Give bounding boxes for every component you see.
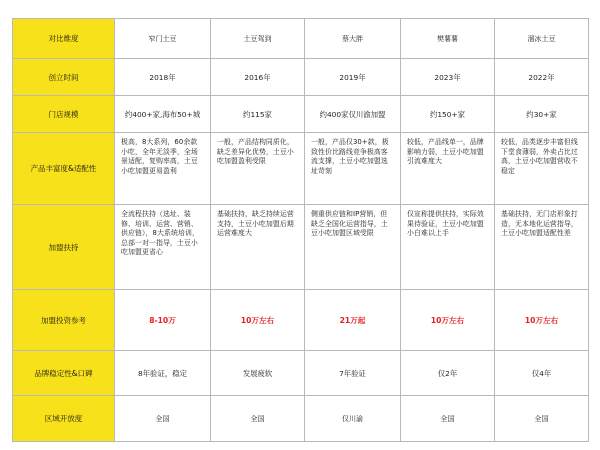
cell-brand-stability-2: 发展疲软 — [211, 351, 305, 396]
row-label-product-range: 产品丰富度&适配性 — [13, 133, 115, 205]
cell-store-scale-4: 约150+家 — [401, 96, 495, 133]
cell-founded-2: 2016年 — [211, 59, 305, 96]
brand-header-5: 溜冰土豆 — [495, 19, 589, 59]
cell-founded-4: 2023年 — [401, 59, 495, 96]
cell-investment-4: 10万左右 — [401, 290, 495, 351]
cell-product-range-3 — [305, 133, 401, 205]
cell-region-4: 全国 — [401, 396, 495, 442]
cell-product-range-2-text: 一般，产品结构同质化，缺乏差异化优势，土豆小吃加盟盈利受限 — [217, 138, 294, 165]
cell-franchise-support-2 — [211, 205, 305, 290]
cell-brand-stability-5: 仅4年 — [495, 351, 589, 396]
cell-franchise-support-3-text: 侧重供应链和IP营销，但缺乏全国化运营指导，土豆小吃加盟区域受限 — [311, 210, 388, 237]
cell-franchise-support-4-text: 仅宣称提供扶持，实际效果待验证，土豆小吃加盟小白难以上手 — [407, 210, 484, 237]
cell-franchise-support-4 — [401, 205, 495, 290]
cell-region-5: 全国 — [495, 396, 589, 442]
cell-product-range-5-text: 较低，品类逐步丰富但线下堂食薄弱，外卖占比过高，土豆小吃加盟营收不稳定 — [501, 138, 578, 175]
cell-product-range-1-text: 极高，8大系列，60余款小吃，全年无淡季，全场景适配，复购率高，土豆小吃加盟更易盈利 — [121, 138, 198, 175]
cell-store-scale-5: 约30+家 — [495, 96, 589, 133]
row-label-region: 区域开放度 — [13, 396, 115, 442]
cell-product-range-1 — [115, 133, 211, 205]
cell-franchise-support-5 — [495, 205, 589, 290]
cell-franchise-support-2-text: 基础扶持，缺乏持续运营支持，土豆小吃加盟后期运营难度大 — [217, 210, 294, 237]
row-label-franchise-support: 加盟扶持 — [13, 205, 115, 290]
cell-founded-5: 2022年 — [495, 59, 589, 96]
brand-comparison-table — [12, 18, 589, 442]
cell-brand-stability-4: 仅2年 — [401, 351, 495, 396]
header-row — [13, 19, 589, 59]
cell-franchise-support-5-text: 基础扶持，无门店形象打造，无本地化运营指导，土豆小吃加盟适配性差 — [501, 210, 578, 237]
cell-founded-1: 2018年 — [115, 59, 211, 96]
cell-investment-2: 10万左右 — [211, 290, 305, 351]
cell-product-range-2 — [211, 133, 305, 205]
cell-region-1: 全国 — [115, 396, 211, 442]
cell-brand-stability-1: 8年验证，稳定 — [115, 351, 211, 396]
brand-header-4: 樊薯薯 — [401, 19, 495, 59]
row-product-range — [13, 133, 589, 205]
row-founded — [13, 59, 589, 96]
cell-store-scale-2: 约115家 — [211, 96, 305, 133]
row-label-brand-stability: 品牌稳定性&口碑 — [13, 351, 115, 396]
row-label-store-scale: 门店规模 — [13, 96, 115, 133]
cell-store-scale-1: 约400+家,海布50+城 — [115, 96, 211, 133]
cell-investment-5: 10万左右 — [495, 290, 589, 351]
row-franchise-support — [13, 205, 589, 290]
cell-investment-3: 21万起 — [305, 290, 401, 351]
row-investment — [13, 290, 589, 351]
cell-product-range-4 — [401, 133, 495, 205]
row-label-founded: 创立时间 — [13, 59, 115, 96]
cell-product-range-5 — [495, 133, 589, 205]
row-brand-stability — [13, 351, 589, 396]
row-store-scale — [13, 96, 589, 133]
brand-header-1: 窄门土豆 — [115, 19, 211, 59]
cell-franchise-support-3 — [305, 205, 401, 290]
brand-header-3: 蔡大胖 — [305, 19, 401, 59]
cell-product-range-3-text: 一般，产品仅30+款，极致性价比路线竞争极高客流支撑，土豆小吃加盟选址苛刻 — [311, 138, 389, 175]
cell-brand-stability-3: 7年验证 — [305, 351, 401, 396]
brand-header-2: 土豆驾到 — [211, 19, 305, 59]
row-label-investment: 加盟投资参考 — [13, 290, 115, 351]
cell-franchise-support-1 — [115, 205, 211, 290]
cell-region-2: 全国 — [211, 396, 305, 442]
cell-franchise-support-1-text: 全流程扶持（选址、装修、培训、运营、营销、供应链），8大系统培训，总部一对一指导，土豆小吃加盟更省心 — [121, 210, 199, 256]
comparison-table-container — [12, 18, 588, 441]
cell-region-3: 仅川渝 — [305, 396, 401, 442]
cell-store-scale-3: 约400家仅川渝加盟 — [305, 96, 401, 133]
dimension-header: 对比维度 — [13, 19, 115, 59]
cell-founded-3: 2019年 — [305, 59, 401, 96]
row-region — [13, 396, 589, 442]
cell-investment-1: 8-10万 — [115, 290, 211, 351]
cell-product-range-4-text: 较低，产品线单一，品牌影响力弱，土豆小吃加盟引流难度大 — [407, 138, 484, 165]
